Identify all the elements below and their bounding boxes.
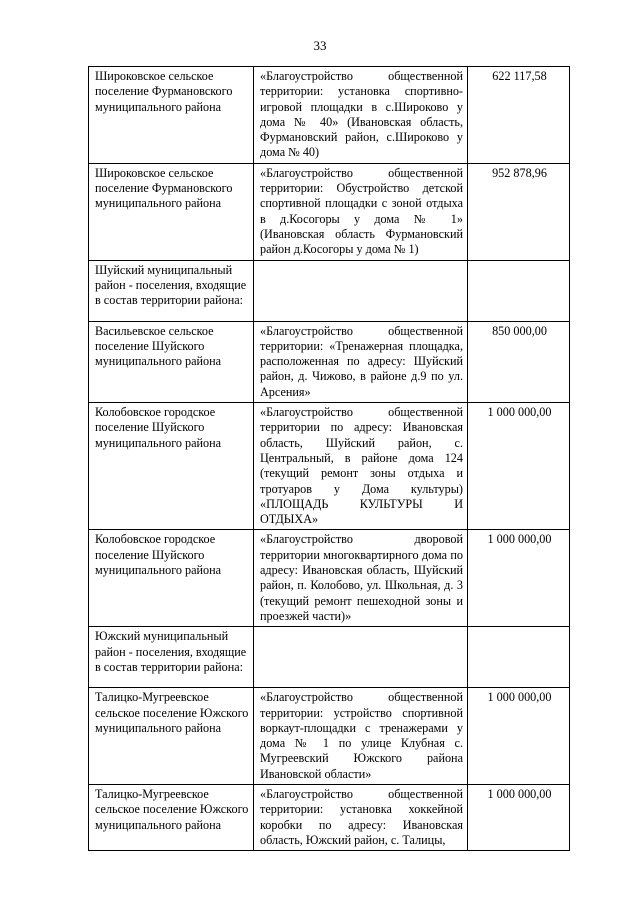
page-number: 33 xyxy=(313,38,327,53)
municipality-cell: Широковское сельское поселение Фурмановского муниципального района xyxy=(89,163,254,260)
municipality-cell: Васильевское сельское поселение Шуйского муниципального района xyxy=(89,321,254,402)
project-cell: «Благоустройство общественной территории: устройство спортивной воркаут-площадки с тренажерами у дома № 1 по улице Клубная с. Мугреевский Южского района Ивановской области» xyxy=(254,688,468,785)
table-row xyxy=(89,321,570,402)
district-group-cell: Шуйский муниципальный район - поселения, входящие в состав территории района: xyxy=(89,260,254,321)
table-row xyxy=(89,403,570,530)
table-row xyxy=(89,784,570,850)
municipality-cell: Талицко-Мугреевское сельское поселение Южского муниципального района xyxy=(89,784,254,850)
municipality-cell: Колобовское городское поселение Шуйского муниципального района xyxy=(89,403,254,530)
table-row xyxy=(89,163,570,260)
amount-cell: 952 878,96 xyxy=(468,163,570,260)
project-cell: «Благоустройство общественной территории: «Тренажерная площадка, расположенная по адресу: Шуйский район, д. Чижово, в районе д.9 по ул. Арсения» xyxy=(254,321,468,402)
amount-cell: 1 000 000,00 xyxy=(468,530,570,627)
empty-cell xyxy=(254,260,468,321)
project-cell: «Благоустройство общественной территории: Обустройство детской спортивной площадки с зоной отдыха в д.Косогоры у дома № 1» (Ивановская область Фурмановский район д.Косогоры у дома № 1) xyxy=(254,163,468,260)
group-header-row xyxy=(89,260,570,321)
project-cell: «Благоустройство общественной территории: установка спортивно-игровой площадки в с.Широково у дома № 40» (Ивановская область, Фурмановский район, с.Широково у дома № 40) xyxy=(254,67,468,164)
district-group-cell: Южский муниципальный район - поселения, входящие в состав территории района: xyxy=(89,627,254,688)
project-cell: «Благоустройство общественной территории: установка хоккейной коробки по адресу: Ивановская область, Южский район, с. Талицы, xyxy=(254,784,468,850)
table-row xyxy=(89,67,570,164)
funding-table xyxy=(88,66,570,851)
municipality-cell: Колобовское городское поселение Шуйского муниципального района xyxy=(89,530,254,627)
amount-cell: 1 000 000,00 xyxy=(468,403,570,530)
empty-cell xyxy=(468,627,570,688)
project-cell: «Благоустройство дворовой территории многоквартирного дома по адресу: Ивановская область, Шуйский район, п. Колобово, ул. Школьная, д. 3 (текущий ремонт пешеходной зоны и проезжей части)» xyxy=(254,530,468,627)
amount-cell: 850 000,00 xyxy=(468,321,570,402)
group-header-row xyxy=(89,627,570,688)
table-row xyxy=(89,530,570,627)
municipality-cell: Талицко-Мугреевское сельское поселение Южского муниципального района xyxy=(89,688,254,785)
project-cell: «Благоустройство общественной территории по адресу: Ивановская область, Шуйский район, с. Центральный, в районе дома 124 (текущий ремонт зоны отдыха и тротуаров у Дома культуры) «ПЛОЩАДЬ КУЛЬТУРЫ И ОТДЫХА» xyxy=(254,403,468,530)
amount-cell: 1 000 000,00 xyxy=(468,688,570,785)
amount-cell: 1 000 000,00 xyxy=(468,784,570,850)
empty-cell xyxy=(468,260,570,321)
table-row xyxy=(89,688,570,785)
municipality-cell: Широковское сельское поселение Фурмановского муниципального района xyxy=(89,67,254,164)
empty-cell xyxy=(254,627,468,688)
amount-cell: 622 117,58 xyxy=(468,67,570,164)
